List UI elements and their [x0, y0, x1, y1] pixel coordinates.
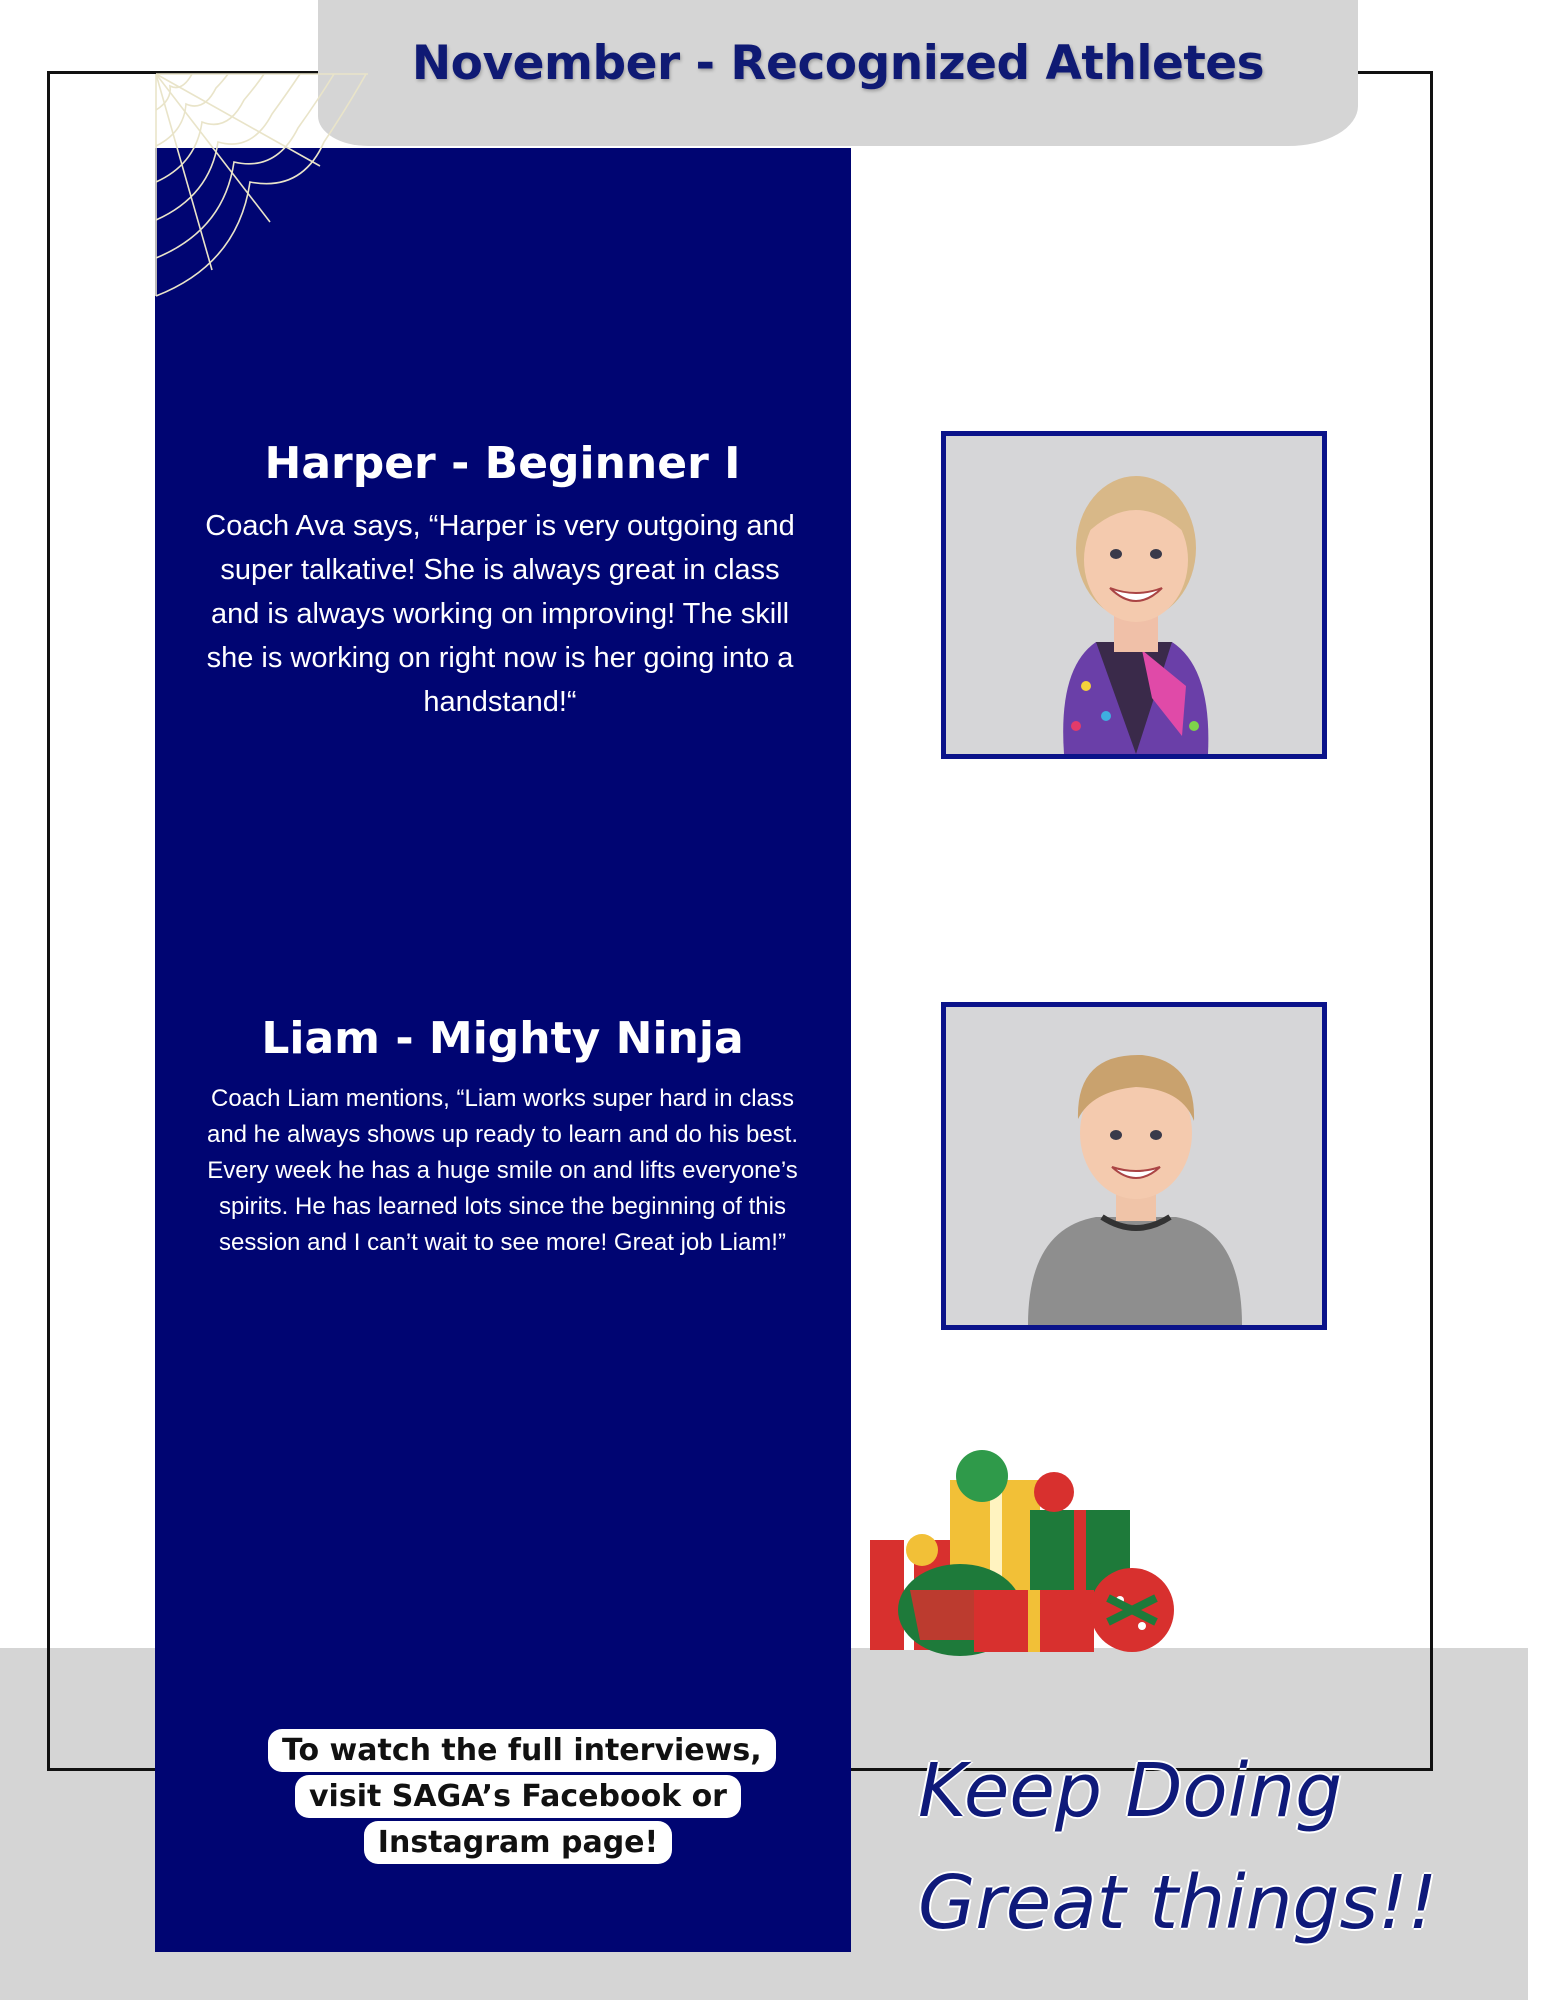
athlete-name: Harper - Beginner I [264, 438, 741, 489]
spider-web-icon [152, 70, 372, 300]
athlete-quote: Coach Ava says, “Harper is very outgoing and super talkative! She is always great in class and is always working on improving! The skill she is working on right now is her going into a handstand!“ [205, 510, 795, 718]
interview-callout [268, 1728, 768, 1866]
athlete-photo [941, 431, 1327, 759]
slogan [918, 1735, 1518, 1959]
athlete-name: Liam - Mighty Ninja [261, 1013, 744, 1064]
athlete-photo [941, 1002, 1327, 1330]
boy-portrait-icon [946, 1007, 1322, 1325]
interview-callout-text: To watch the full interviews, visit SAGA’s Facebook or Instagram page! [268, 1729, 776, 1864]
slogan-line-1: Keep Doing [918, 1748, 1343, 1834]
athlete-quote: Coach Liam mentions, “Liam works super hard in class and he always shows up ready to learn and do his best. Every week he has a huge smile on and lifts everyone’s spirits. He has learned lots since the beginning of this session and I can’t wait to see more! Great job Liam!” [206, 1085, 799, 1256]
slogan-line-2: Great things!! [918, 1860, 1438, 1946]
girl-portrait-icon [946, 436, 1322, 754]
christmas-gifts-icon [850, 1440, 1206, 1660]
page-title: November - Recognized Athletes [411, 36, 1265, 91]
